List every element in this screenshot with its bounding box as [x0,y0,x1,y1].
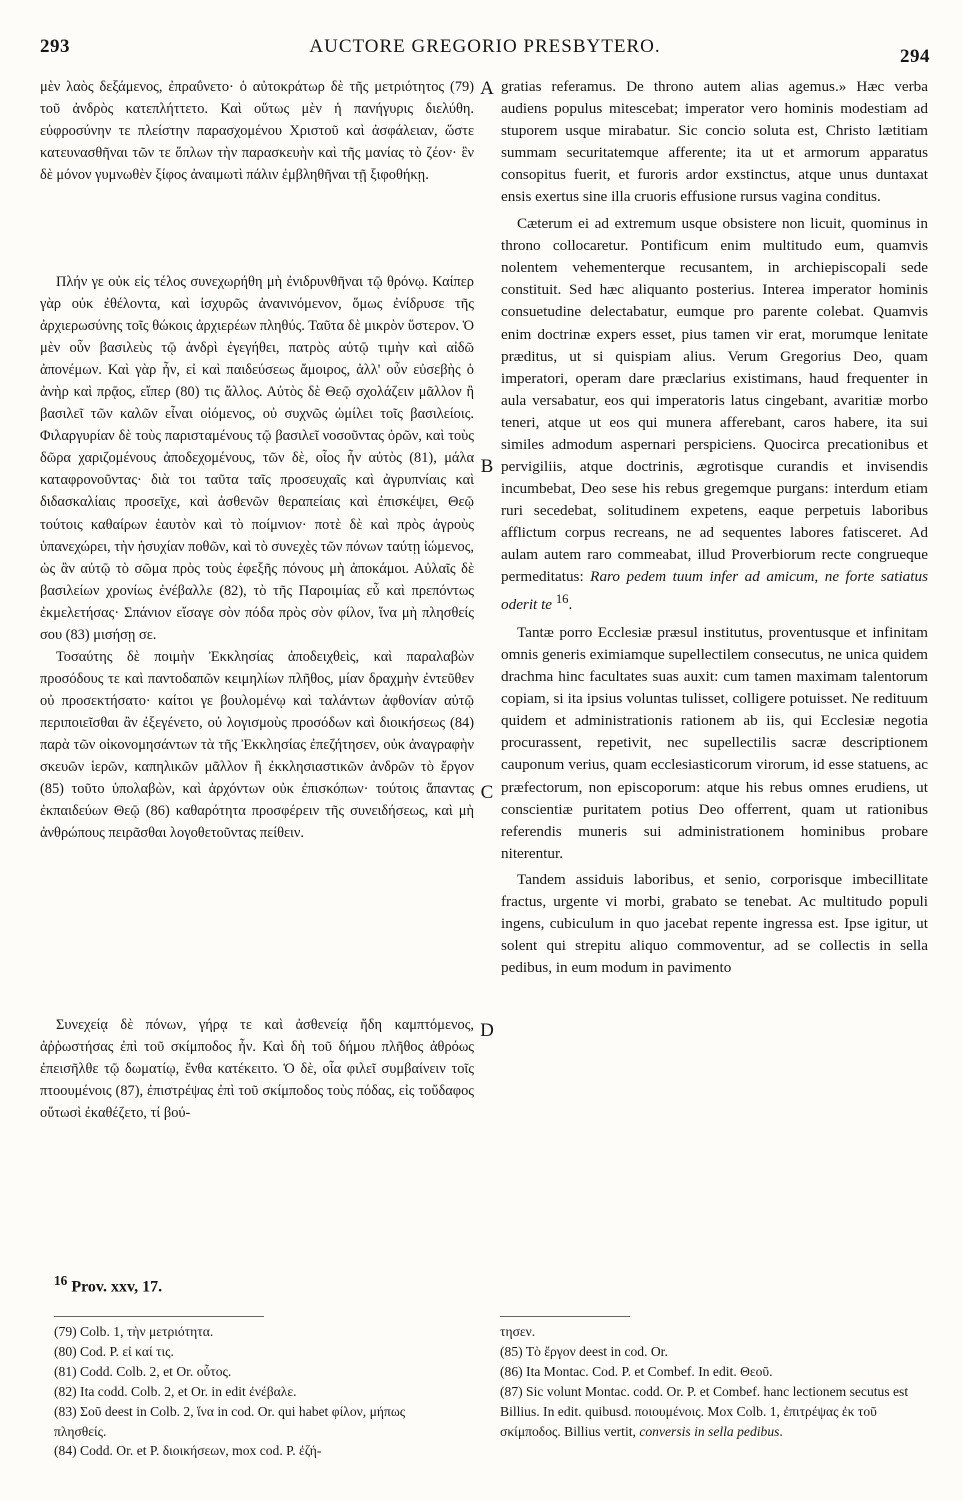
note-80: (80) Cod. P. εἰ καί τις. [54,1343,174,1359]
note-79: (79) Colb. 1, τὴν μετριότητα. [54,1324,214,1339]
latin-paragraph-4: Tandem assiduis laboribus, et senio, corporisque imbecillitate fractus, urgente vi morbi, grabato se tenebat. Ac multitudo populi ingens, cubiculum in quo jacebat repente ingressa est. Ipse igitur, ut solent qui strepitu aliquo commoventur, ad se collectis in sella pedibus, in eum modum in pavimento [501,870,928,976]
footnote-marker: 16 [555,592,569,607]
note-81: (81) Codd. Colb. 2, et Or. οὗτος. [54,1363,232,1379]
note-87-italic: conversis in sella pedibus [639,1423,780,1439]
running-title: AUCTORE GREGORIO PRESBYTERO. [309,36,661,57]
footnote-rule-right [500,1316,630,1317]
greek-paragraph-1: μὲν λαὸς δεξάμενος, ἐπραΰνετο· ὁ αὐτοκράτωρ δὲ τῆς μετριότητος (79) τοῦ ἀνδρὸς κατεπλήττετο. Καὶ οὕτως μὲν ἡ πανήγυρις διελύθη. εὐφροσύνην τε πλείστην παρασχομένου Χριστοῦ καὶ ἀσφάλειαν, ὥστε κατευνασθῆναι τῶν τε ὅπλων τὴν παρασκευὴν καὶ τῆς μανίας τὸ ζέον· ἓν δὲ μόνον γυμνωθὲν ξίφος ἀναιμωτὶ πάλιν ἐμβληθῆναι τῇ ξιφοθήκῃ. [40,79,474,184]
page-number-left: 293 [40,36,70,57]
scripture-footnote-text: Prov. xxv, 17. [71,1278,163,1296]
greek-paragraph-2: Πλήν γε οὐκ εἰς τέλος συνεχωρήθη μὴ ἐνιδρυνθῆναι τῷ θρόνῳ. Καίπερ γὰρ οὐκ ἐθέλοντα, καὶ ἰσχυρῶς ἀνανινόμενον, ὅμως ἐνίδρυσε τῆς ἀρχιερωσύνης τοῖς θώκοις ἀρχιερέων πληθύς. Ταῦτα δὲ μικρὸν ὕστερον. Ὁ μὲν οὖν βασιλεὺς τῷ ἀνδρὶ ἐγεγήθει, πατρὸς αὐτῷ τιμὴν καὶ αἰδῶ ἀπονέμων. Καὶ γὰρ ἦν, εἰ καὶ παιδεύσεως ἄμοιρος, ἀλλ' οὖν εὐσεβὴς ὁ ἀνὴρ καὶ πρᾷος, εἴπερ (80) τις ἄλλος. Αὐτὸς δὲ Θεῷ σχολάζειν μᾶλλον ἢ βασιλεῖ τῶν καλῶν εἶναι οἰόμενος, οὐ συχνῶς ὡμίλει τοῖς βασιλείοις. Φιλαργυρίαν δὲ τοὺς παρισταμένους τῷ βασιλεῖ νοσοῦντας ὁρῶν, καὶ τοὺς δῶρα χαριζομένους ἀποδεχομένους, τῶν δὲ, οἷος ἦν αὐτὸς (81), μάλα καταφρονοῦντας· διὰ τοι ταῦτα ταῖς προσευχαῖς καὶ ἀγρυπνίαις καὶ διδασκαλίαις προσεῖχε, καὶ ἀσθενῶν θεραπείαις καὶ ἐπισκέψει, Θεῷ τούτοις καθαίρων ἑαυτὸν καὶ τὸ ποίμνιον· ποτὲ δὲ καὶ πρὸς ἀγροὺς ὑπανεχώρει, τὴν ἡσυχίαν ποθῶν, καὶ τὸ συνεχὲς τῶν πόνων ταύτῃ ἰώμενος, ὡς ἂν αὐτῷ τὸ σῶμα πρὸς τοὺς ἐφεξῆς πόνους μὴ ἀποκάμοι. Αὐλαῖς δὲ βασιλείων χρονίως ἐνέβαλλε (82), τὸ τῆς Παροιμίας εὖ καὶ πρεπόντως ἐκμελετήσας· Σπάνιον εἴσαγε σὸν πόδα πρὸς σὸν φίλον, ἵνα μὴ πλησθείς σου (83) μισήσῃ σε. [40,274,474,643]
greek-column-middle [40,271,474,844]
margin-letter-b: B [480,456,494,477]
latin-paragraph-2-end: . [568,596,573,614]
scripture-footnote [54,1273,162,1296]
note-87 [500,1382,928,1442]
notes-left [54,1322,459,1461]
note-87-end: . [779,1423,783,1439]
greek-column-bottom [40,1014,474,1124]
greek-paragraph-4: Συνεχείᾳ δὲ πόνων, γήρᾳ τε καὶ ἀσθενείᾳ ἤδη καμπτόμενος, ἀῤῥωστήσας ἐπὶ τοῦ σκίμποδος ἦν. Καὶ δὴ τοῦ δήμου πλῆθος ἀθρόως ἐπεισῆλθε τῷ δωματίῳ, ἔνθα κατέκειτο. Ὁ δὲ, οἷα φιλεῖ συμβαίνειν τοῖς πτοουμένοις (87), ἐπιστρέψας ἐπὶ τοῦ σκίμποδος τοὺς πόδας, εἰς τοὔδαφος οὕτωσὶ ἐκαθέζετο, τί βού- [40,1017,474,1122]
latin-paragraph-3: Tantæ porro Ecclesiæ præsul institutus, proventusque et infinitam omnis generis eximiamque supellectilem consecutus, ne unica quidem drachma hinc facultates suas auxit: cum tamen maximam talentorum copiam, si ita ipsius voluntas tulisset, colligere potuisset. Ne redituum quidem et administrationis rationem ab iis, qui Ecclesiæ negotia procurassent, repetivit, nec supellectilis sacræ descriptionem cauponum verius, quam ecclesiasticorum virorum, id esse statuens, ac præfectorum, non episcoporum: atque his rebus omnes erudiens, ut conscientiæ puritatem potius Deo offerrent, quam ut rationibus referendis muneris sui administrationem hominibus probare niterentur. [501,624,928,862]
footnote-rule-left [54,1316,264,1317]
note-83: (83) Σοῦ deest in Colb. 2, ἵνα in cod. Or. qui habet φίλον, μήπως πλησθείς. [54,1403,406,1439]
note-84: (84) Codd. Or. et P. διοικήσεων, mox cod. P. ἐζή- [54,1443,322,1459]
proverb-quote: Raro pedem tuum infer ad amicum, ne forte satiatus oderit te [501,568,928,614]
running-header [40,36,930,66]
margin-letter-a: A [480,78,494,99]
latin-paragraph-2 [501,213,928,616]
scripture-footnote-number: 16 [54,1273,68,1288]
note-86: (86) Ita Montac. Cod. P. et Combef. In edit. Θεοῦ. [500,1363,773,1379]
latin-paragraph-2-text: Cæterum ei ad extremum usque obsistere non licuit, quominus in throno collocaretur. Pontificum enim multitudo eum, quamvis nolentem vehementerque recusantem, in archiepiscopali sede constituit. Sed hæc aliquanto posterius. Interea imperator hominis consuetudine delectabatur, eumque pro parente colebat. Quamvis enim doctrinæ expers esset, pius tamen vir erat, morumque lenitate præditus, ut si quispiam alius. Verum Gregorius Deo, quam imperatori, operam dare præclarius existimans, haud frequenter in aula versabatur, eos qui imperatoris latus cingebant, avaritiæ morbo teneri, atque ut eos qui munera afferebant, caros habere, ita sui similes admodum aspernari perspiciens. Quocirca precationibus et pervigiliis, atque doctrinis, ægrotisque curandis et invisendis incumbebat, Deo sese his rebus gregemque purgans: interdum etiam ruri secedebat, solitudinem expetens, eaque perpetuis laboribus afflictum corpus recreans, ne ad sequentes labores fatisceret. Ad aulam autem raro commeabat, illud Proverbiorum recte congrueque permeditatus: [501,215,928,586]
greek-paragraph-3: Τοσαύτης δὲ ποιμὴν Ἐκκλησίας ἀποδειχθεὶς, καὶ παραλαβὼν προσόδους τε καὶ παντοδαπῶν κειμηλίων πλῆθος, μίαν δραχμὴν ἐντεῦθεν οὐ προσεκτήσατο· καίτοι γε βουλομένῳ καὶ ταλάντων ἀφθονίαν αὐτῷ περιποιεῖσθαι ἂν ἐξεγένετο, οὐ λογισμοὺς προσόδων καὶ διοικήσεως (84) παρὰ τῶν οἰκονομησάντων τὰ τῆς Ἐκκλησίας ἐπεζήτησεν, οὐκ ἀναγραφὴν σκευῶν ἱερῶν, καπηλικῶν μᾶλλον ἢ ἐκκλησιαστικῶν ἀνδρῶν τὸ ἔργον (85) τοῦτο ὑπολαβὼν, καὶ ἀρχόντων οὐκ ἐπισκόπων· τούτοις ἅπαντας ἐκπαιδεύων Θεῷ (86) καθαρότητα προσφέρειν τῆς συνειδήσεως, καὶ μὴ ἀνθρώπους πειρᾶσθαι λογοθετοῦντας πείθειν. [40,648,474,842]
latin-paragraph-1: gratias referamus. De throno autem alias agemus.» Hæc verba audiens populus mitescebat; imperator vero hominis modestiam ad stuporem usque mirabatur. Sic concio soluta est, Christo lætitiam summam securitatemque afferente; ita ut et armorum apparatus consopitus fuerit, et furoris ardor exstinctus, atque unus duntaxat ensis exertus sine illa cruoris effusione rursus vagina conditus. [501,78,928,206]
page-number-right: 294 [900,46,930,67]
note-87-text: (87) Sic volunt Montac. codd. Or. P. et Combef. hanc lectionem secutus est Billius. In edit. quibusd. ποιουμένοις. Mox Colb. 1, ἐπιτρέψας ἐκ τοῦ σκίμποδος. Billius vertit, [500,1383,909,1439]
margin-letter-c: C [480,782,494,803]
note-84-continuation: τησεν. [500,1324,536,1339]
notes-right [500,1322,928,1441]
note-85: (85) Τὸ ἔργον deest in cod. Or. [500,1343,668,1359]
margin-letter-d: D [480,1020,494,1041]
greek-column-top [40,76,474,186]
latin-column [501,76,928,979]
note-82: (82) Ita codd. Colb. 2, et Or. in edit ἐνέβαλε. [54,1383,297,1399]
